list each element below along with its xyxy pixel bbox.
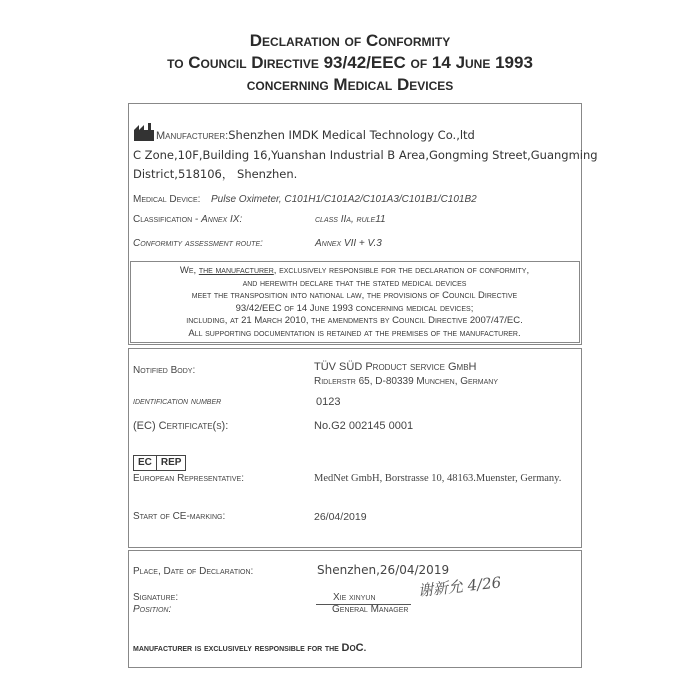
document-title xyxy=(0,30,700,96)
manufacturer-label: Manufacturer: xyxy=(156,130,229,142)
manufacturer-address-line-2: District,518106， Shenzhen. xyxy=(133,167,298,181)
manufacturer-line xyxy=(156,128,475,142)
declaration-line-1-end: , exclusively responsible for the declaration of conformity, xyxy=(273,265,530,276)
place-date-value: Shenzhen,26/04/2019 xyxy=(317,563,450,577)
position-label: Position: xyxy=(133,604,172,615)
classification-value: class IIa, rule11 xyxy=(315,214,386,225)
declaration-manufacturer-underlined: the manufacturer xyxy=(198,265,274,276)
footer-doc: DoC xyxy=(341,642,364,654)
classification-label-prefix: Classification - xyxy=(133,214,202,225)
medical-device-value: Pulse Oximeter, C101H1/C101A2/C101A3/C101B1/C101B2 xyxy=(211,194,477,205)
manufacturer-name: Shenzhen IMDK Medical Technology Co.,ltd xyxy=(228,128,475,142)
signatory-position: General Manager xyxy=(332,604,409,615)
notified-body-name: TÜV SÜD Product service GmbH xyxy=(314,361,477,373)
manufacturer-address-line-1: C Zone,10F,Building 16,Yuanshan Industrial B Area,Gongming Street,Guangming xyxy=(133,148,598,162)
declaration-line-1-start: We, xyxy=(179,265,199,276)
declaration-line-3: meet the transposition into national law, the provisions of Council Directive xyxy=(191,290,518,302)
declaration-line-2: and herewith declare that the stated medical devices xyxy=(242,277,467,289)
footer-text-start: manufacturer is exclusively responsible for the xyxy=(133,643,342,654)
classification-label xyxy=(133,214,242,225)
title-line-2: to Council Directive 93/42/EEC of 14 June 1993 xyxy=(167,53,533,72)
declaration-statement xyxy=(132,265,577,341)
identification-number-value: 0123 xyxy=(316,396,341,408)
conformity-route-value: Annex VII + V.3 xyxy=(315,238,382,249)
classification-label-annex: Annex IX: xyxy=(201,214,243,225)
place-date-label: Place, Date of Declaration: xyxy=(133,566,254,577)
identification-number-label: identification number xyxy=(133,396,222,407)
declaration-line-5: including, at 21 March 2010, the amendments by Council Directive 2007/47/EC. xyxy=(186,315,523,327)
certificate-value: No.G2 002145 0001 xyxy=(314,420,414,432)
signature-label: Signature: xyxy=(133,592,179,603)
european-representative-label: European Representative: xyxy=(133,473,244,484)
declaration-line-4: 93/42/EEC of 14 June 1993 concerning medical devices; xyxy=(235,302,474,314)
footer-responsibility-note xyxy=(133,642,366,654)
european-representative-value: MedNet GmbH, Borstrasse 10, 48163.Muenster, Germany. xyxy=(314,473,562,484)
ec-rep-badge-ec: EC xyxy=(133,455,157,471)
footer-text-end: . xyxy=(363,643,367,654)
certificate-label: (EC) Certificate(s): xyxy=(133,420,229,432)
declaration-line-6: All supporting documentation is retained at the premises of the manufacturer. xyxy=(188,327,521,339)
medical-device-label: Medical Device: xyxy=(133,194,201,205)
handwritten-signature: 谢新允 4/26 xyxy=(417,573,502,600)
ce-marking-label: Start of CE-marking: xyxy=(133,511,226,522)
factory-icon xyxy=(134,123,154,141)
conformity-route-label: Conformity assessment route: xyxy=(133,238,263,249)
ec-rep-badge-rep: REP xyxy=(157,455,187,471)
notified-body-label: Notified Body: xyxy=(133,365,196,376)
ce-marking-value: 26/04/2019 xyxy=(314,511,367,523)
title-line-3: concerning Medical Devices xyxy=(246,75,454,94)
notified-body-address: Ridlerstr 65, D-80339 Munchen, Germany xyxy=(314,376,498,387)
signatory-name: Xie xinyun xyxy=(333,592,376,603)
declaration-line-1 xyxy=(132,265,577,278)
ec-rep-symbol xyxy=(133,455,186,471)
title-line-1: Declaration of Conformity xyxy=(249,31,451,50)
